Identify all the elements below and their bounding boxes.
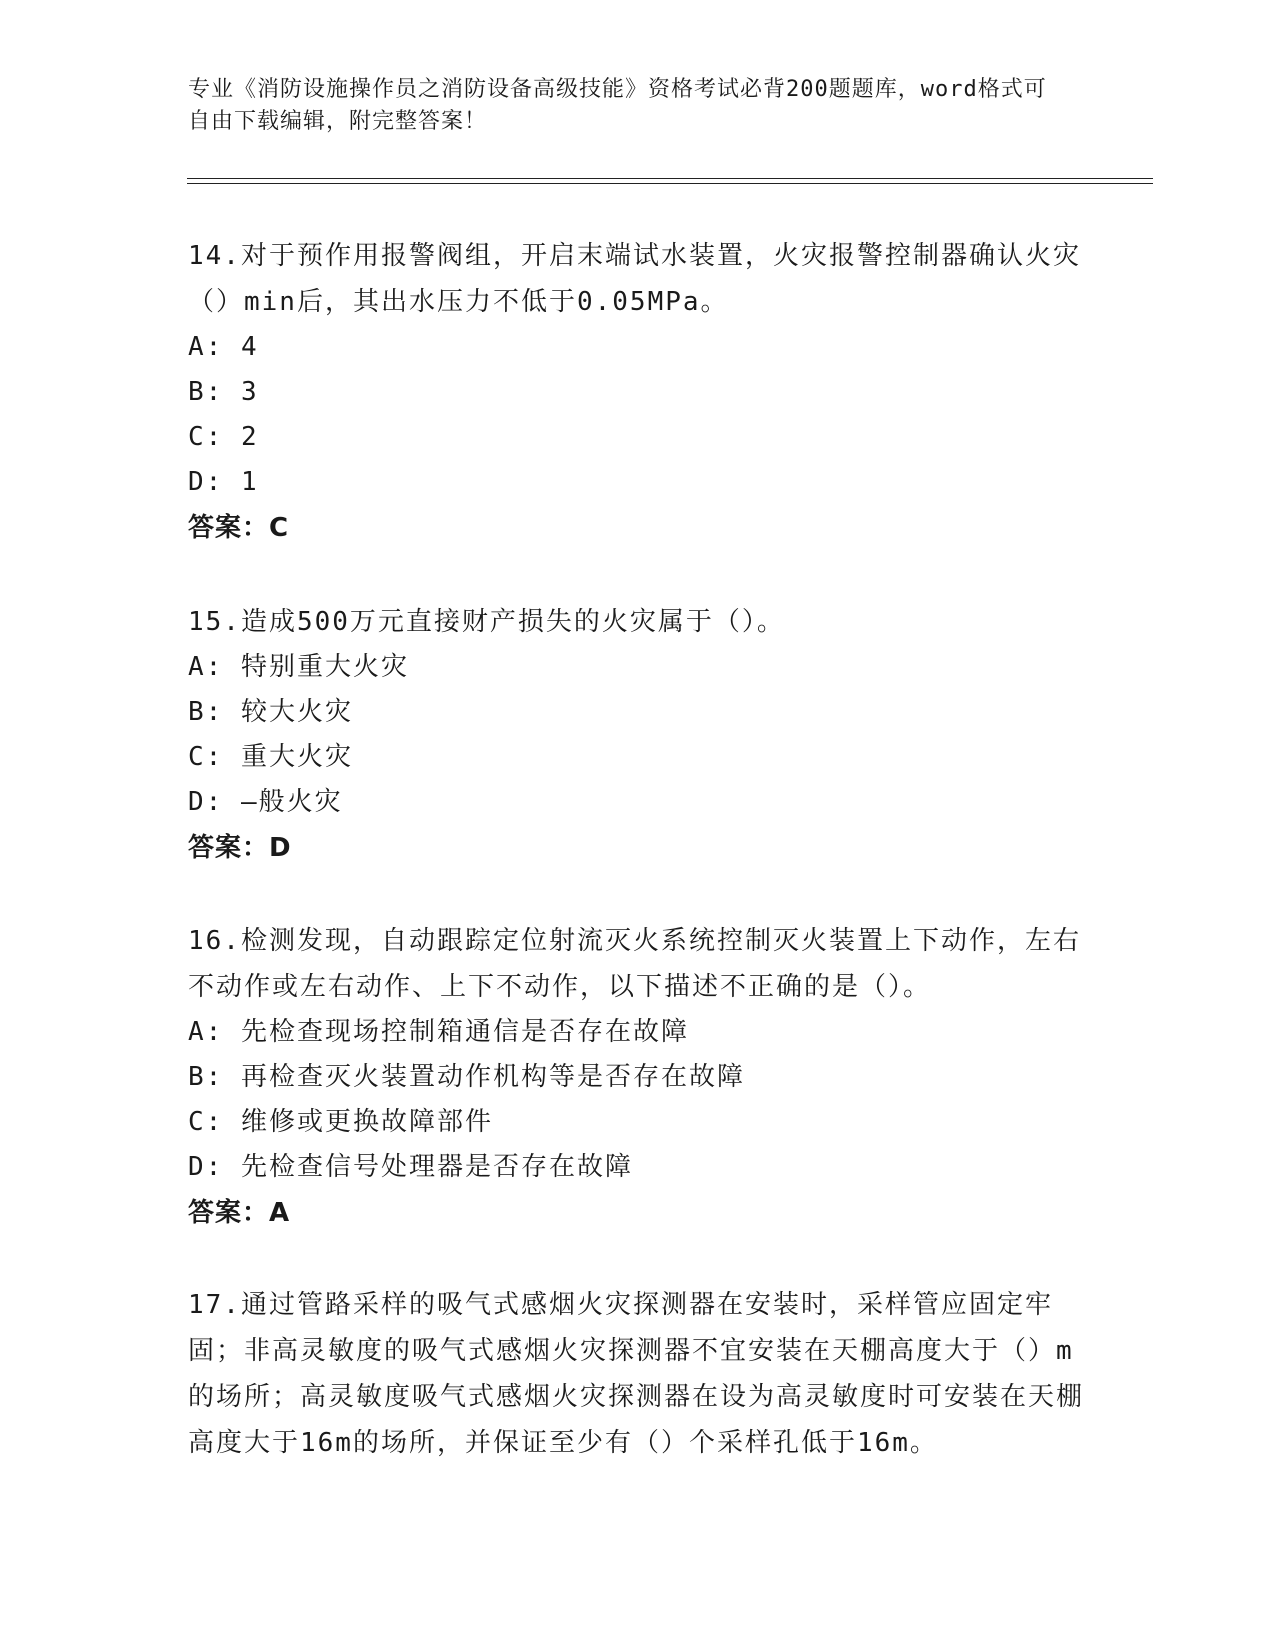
option-a: A: 特别重大火灾 [188, 652, 409, 682]
option-a: A: 4 [188, 332, 259, 362]
question-15 [188, 599, 1088, 871]
option-d: D: 1 [188, 467, 259, 497]
header-divider-bottom [187, 183, 1153, 184]
option-d: D: 先检查信号处理器是否存在故障 [188, 1152, 633, 1182]
option-c: C: 重大火灾 [188, 742, 353, 772]
question-17 [188, 1282, 1088, 1466]
question-stem: 17.通过管路采样的吸气式感烟火灾探测器在安装时，采样管应固定牢固；非高灵敏度的吸气式感烟火灾探测器不宜安装在天棚高度大于（）m的场所；高灵敏度吸气式感烟火灾探测器在设为高灵敏度时可安装在天棚高度大于16m的场所，并保证至少有（）个采样孔低于16m。 [188, 1290, 1085, 1458]
question-16 [188, 918, 1088, 1236]
document-intro: 专业《消防设施操作员之消防设备高级技能》资格考试必背200题题库，word格式可自由下载编辑，附完整答案！ [188, 77, 1047, 134]
option-a: A: 先检查现场控制箱通信是否存在故障 [188, 1017, 689, 1047]
question-stem: 15.造成500万元直接财产损失的火灾属于（）。 [188, 607, 785, 637]
header-divider-top [187, 178, 1153, 179]
option-b: B: 再检查灭火装置动作机构等是否存在故障 [188, 1062, 745, 1092]
question-stem: 14.对于预作用报警阀组，开启末端试水装置，火灾报警控制器确认火灾（）min后，其出水压力不低于0.05MPa。 [188, 241, 1081, 317]
question-stem: 16.检测发现，自动跟踪定位射流灭火系统控制灭火装置上下动作，左右不动作或左右动作、上下不动作，以下描述不正确的是（）。 [188, 926, 1081, 1002]
answer: 答案：D [188, 833, 292, 863]
option-d: D: —般火灾 [188, 787, 343, 817]
option-b: B: 3 [188, 377, 259, 407]
option-c: C: 维修或更换故障部件 [188, 1107, 493, 1137]
option-c: C: 2 [188, 422, 259, 452]
question-14 [188, 233, 1088, 551]
answer: 答案：A [188, 1198, 291, 1228]
option-b: B: 较大火灾 [188, 697, 353, 727]
answer: 答案：C [188, 513, 290, 543]
